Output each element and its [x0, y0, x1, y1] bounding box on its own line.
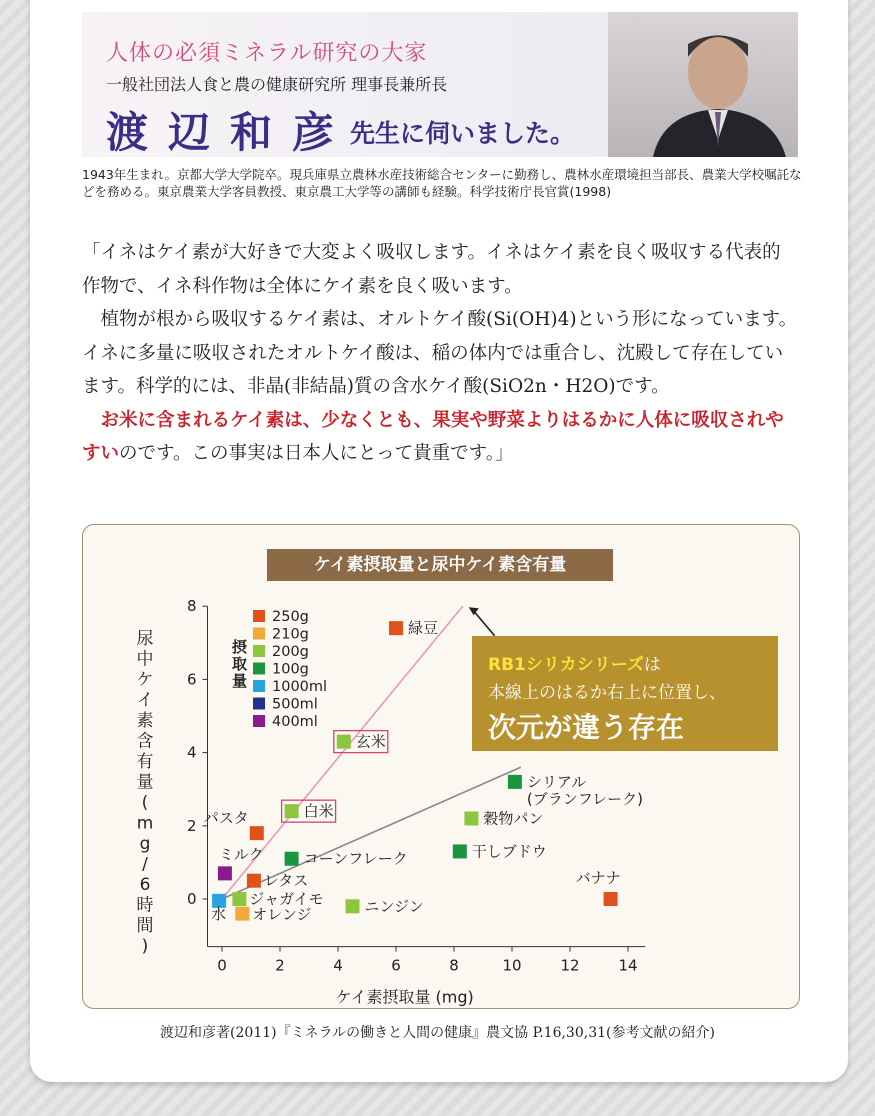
data-point [453, 844, 467, 858]
data-point [337, 735, 351, 749]
data-point [508, 775, 522, 789]
y-tick-label: 4 [186, 743, 197, 762]
data-point [285, 804, 299, 818]
data-point [235, 907, 249, 921]
callout-line-2: 本線上のはるか右上に位置し、 [488, 683, 726, 703]
data-label: 水 [211, 904, 227, 923]
legend-label: 400ml [272, 714, 318, 730]
y-tick-label: 2 [186, 816, 197, 835]
data-point [247, 874, 261, 888]
data-label: ニンジン [364, 897, 424, 916]
position-title: 一般社団法人食と農の健康研究所 理事長兼所長 [106, 75, 448, 94]
x-tick-label: 0 [217, 956, 227, 975]
quote-paragraph-1: 「イネはケイ素が大好きで大変よく吸収します。イネはケイ素を良く吸収する代表的作物で、イネ科作物は全体にケイ素を良く吸います。 [82, 242, 781, 297]
chart-legend [231, 609, 327, 730]
x-tick-label: 6 [391, 956, 401, 975]
legend-title-char: 量 [232, 672, 248, 690]
data-label: バナナ [575, 869, 621, 887]
legend-label: 1000ml [272, 679, 328, 695]
data-point [346, 899, 360, 913]
tagline: 人体の必須ミネラル研究の大家 [106, 41, 428, 66]
data-label: (ブランフレーク) [526, 789, 644, 808]
legend-title-char: 取 [232, 655, 248, 673]
legend-title-char: 摂 [232, 638, 248, 656]
data-label: ミルク [218, 845, 264, 864]
data-point [218, 866, 232, 880]
quote-ending: のです。この事実は日本人にとって貴重です。」 [119, 443, 514, 464]
chart-title: ケイ素摂取量と尿中ケイ素含有量 [267, 549, 613, 581]
data-label: 緑豆 [408, 619, 439, 638]
data-point [389, 621, 403, 635]
y-tick-label: 8 [186, 597, 197, 616]
data-label: 穀物パン [483, 809, 544, 828]
legend-label: 210g [272, 626, 309, 643]
quote-paragraph-2: 植物が根から吸収するケイ素は、オルトケイ酸(Si(OH)4)という形になっています。イネに多量に吸収されたオルトケイ酸は、稲の体内では重合し、沈殿して存在しています。科学的には、非晶(非結晶)質の含水ケイ酸(SiO2n・H2O)です。 [82, 309, 798, 397]
data-label: パスタ [203, 809, 249, 828]
x-axis-label: ケイ素摂取量 (mg) [335, 987, 474, 1007]
data-label: 玄米 [355, 732, 386, 751]
author-bio: 1943年生まれ。京都大学大学院卒。現兵庫県立農林水産技術総合センターに勤務し、農林水産環境担当部長、農業大学校嘱託などを務める。東京農業大学客員教授、東京農工大学等の講師も経験。科学技術庁長官賞(1998) [82, 167, 802, 199]
y-axis-label: 尿中ケイ素含有量( m g / 6 時間) [136, 629, 154, 957]
x-tick-label: 8 [449, 956, 459, 975]
person-name: 渡辺和彦 [106, 108, 355, 157]
data-label: ジャガイモ [249, 890, 324, 908]
legend-label: 200g [272, 644, 309, 660]
legend-swatch [253, 698, 265, 710]
x-tick-label: 10 [502, 956, 522, 975]
callout-line-3: 次元が違う存在 [488, 711, 685, 744]
callout-brand: RB1シリカシリーズ [488, 655, 644, 675]
x-tick-label: 2 [275, 956, 285, 975]
y-tick-label: 6 [186, 670, 197, 689]
x-tick-label: 4 [333, 956, 343, 975]
data-point [285, 852, 299, 866]
callout-line-1-rest: は [643, 655, 661, 675]
legend-swatch [253, 715, 265, 727]
legend-label: 500ml [272, 696, 318, 713]
data-label: コーンフレーク [303, 849, 408, 868]
name-suffix: 先生に伺いました。 [350, 119, 576, 148]
x-tick-label: 12 [560, 956, 580, 975]
data-point [464, 811, 478, 825]
callout-line-1 [488, 650, 661, 675]
data-label: 干しブドウ [471, 842, 547, 861]
y-tick-label: 0 [186, 890, 197, 908]
legend-swatch [253, 680, 265, 692]
data-label: レタス [263, 871, 309, 890]
data-label: シリアル [526, 772, 587, 791]
legend-label: 100g [272, 661, 309, 678]
data-label: オレンジ [252, 905, 312, 924]
data-point [250, 826, 264, 840]
legend-swatch [253, 628, 265, 640]
legend-label: 250g [272, 609, 309, 625]
callout-arrow [475, 612, 495, 636]
legend-swatch [253, 663, 265, 675]
quote-highlight: お米に含まれるケイ素は、少なくとも、果実や野菜よりはるかに人体に吸収されやすい [82, 409, 784, 464]
data-point [604, 892, 618, 906]
legend-swatch [253, 645, 265, 657]
reference-citation: 渡辺和彦著(2011)『ミネラルの働きと人間の健康』農文協 P.16,30,31(参考文献の紹介) [160, 1025, 715, 1041]
data-label: 白米 [303, 802, 334, 821]
x-tick-label: 14 [618, 956, 638, 975]
rb1-callout [472, 636, 778, 751]
data-point [232, 892, 246, 906]
legend-swatch [253, 610, 265, 622]
